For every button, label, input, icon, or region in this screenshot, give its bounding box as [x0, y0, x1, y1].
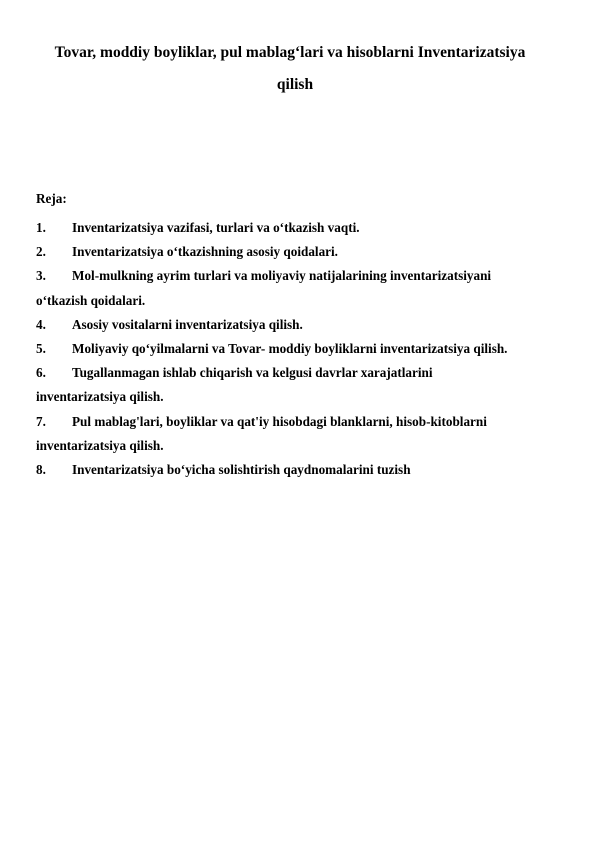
- plan-item-row: [36, 458, 576, 482]
- plan-heading: Reja:: [36, 191, 67, 206]
- plan-item-row: [36, 313, 576, 337]
- plan-item-row: [36, 337, 576, 361]
- plan-item-text: Pul mablag'lari, boyliklar va qat'iy hisobdagi blanklarni, hisob-kitoblarni: [72, 413, 487, 429]
- plan-item-number: 5.: [36, 341, 46, 357]
- plan-item-2: [36, 240, 576, 264]
- plan-item-number: 4.: [36, 316, 46, 332]
- plan-item-3: [36, 264, 576, 312]
- document-title-line-2: qilish: [276, 76, 314, 93]
- plan-item-number: 3.: [36, 268, 46, 284]
- plan-item-number: 2.: [36, 244, 46, 260]
- plan-item-text: Asosiy vositalarni inventarizatsiya qilish.: [72, 316, 303, 332]
- plan-item-row: [36, 410, 576, 434]
- plan-item-continuation: o‘tkazish qoidalari.: [36, 292, 146, 308]
- plan-item-text: Inventarizatsiya bo‘yicha solishtirish qaydnomalarini tuzish: [72, 462, 411, 478]
- plan-item-row: [36, 361, 576, 385]
- document-title-line-1: Tovar, moddiy boyliklar, pul mablag‘lari va hisoblarni Inventarizatsiya: [54, 44, 526, 61]
- plan-item-6: [36, 361, 576, 409]
- plan-item-number: 7.: [36, 413, 46, 429]
- plan-item-8: [36, 458, 576, 482]
- plan-item-text: Inventarizatsiya o‘tkazishning asosiy qoidalari.: [72, 244, 338, 260]
- plan-list: [36, 216, 576, 482]
- plan-item-text: Mol-mulkning ayrim turlari va moliyaviy natijalarining inventarizatsiyani: [72, 268, 492, 284]
- plan-item-number: 1.: [36, 220, 46, 235]
- plan-item-7: [36, 410, 576, 458]
- plan-item-number: 8.: [36, 462, 46, 478]
- plan-item-text: Tugallanmagan ishlab chiqarish va kelgusi davrlar xarajatlarini: [72, 365, 433, 381]
- plan-item-row: [36, 216, 576, 240]
- plan-item-5: [36, 337, 576, 361]
- plan-item-1: [36, 216, 576, 240]
- plan-item-text: Moliyaviy qo‘yilmalarni va Tovar- moddiy boyliklarni inventarizatsiya qilish.: [72, 341, 508, 357]
- plan-item-continuation: inventarizatsiya qilish.: [36, 437, 164, 453]
- plan-item-4: [36, 313, 576, 337]
- plan-item-continuation: inventarizatsiya qilish.: [36, 389, 164, 405]
- plan-item-text: Inventarizatsiya vazifasi, turlari va o‘tkazish vaqti.: [72, 220, 360, 235]
- plan-item-number: 6.: [36, 365, 46, 381]
- plan-item-row: [36, 264, 576, 288]
- plan-item-row: [36, 240, 576, 264]
